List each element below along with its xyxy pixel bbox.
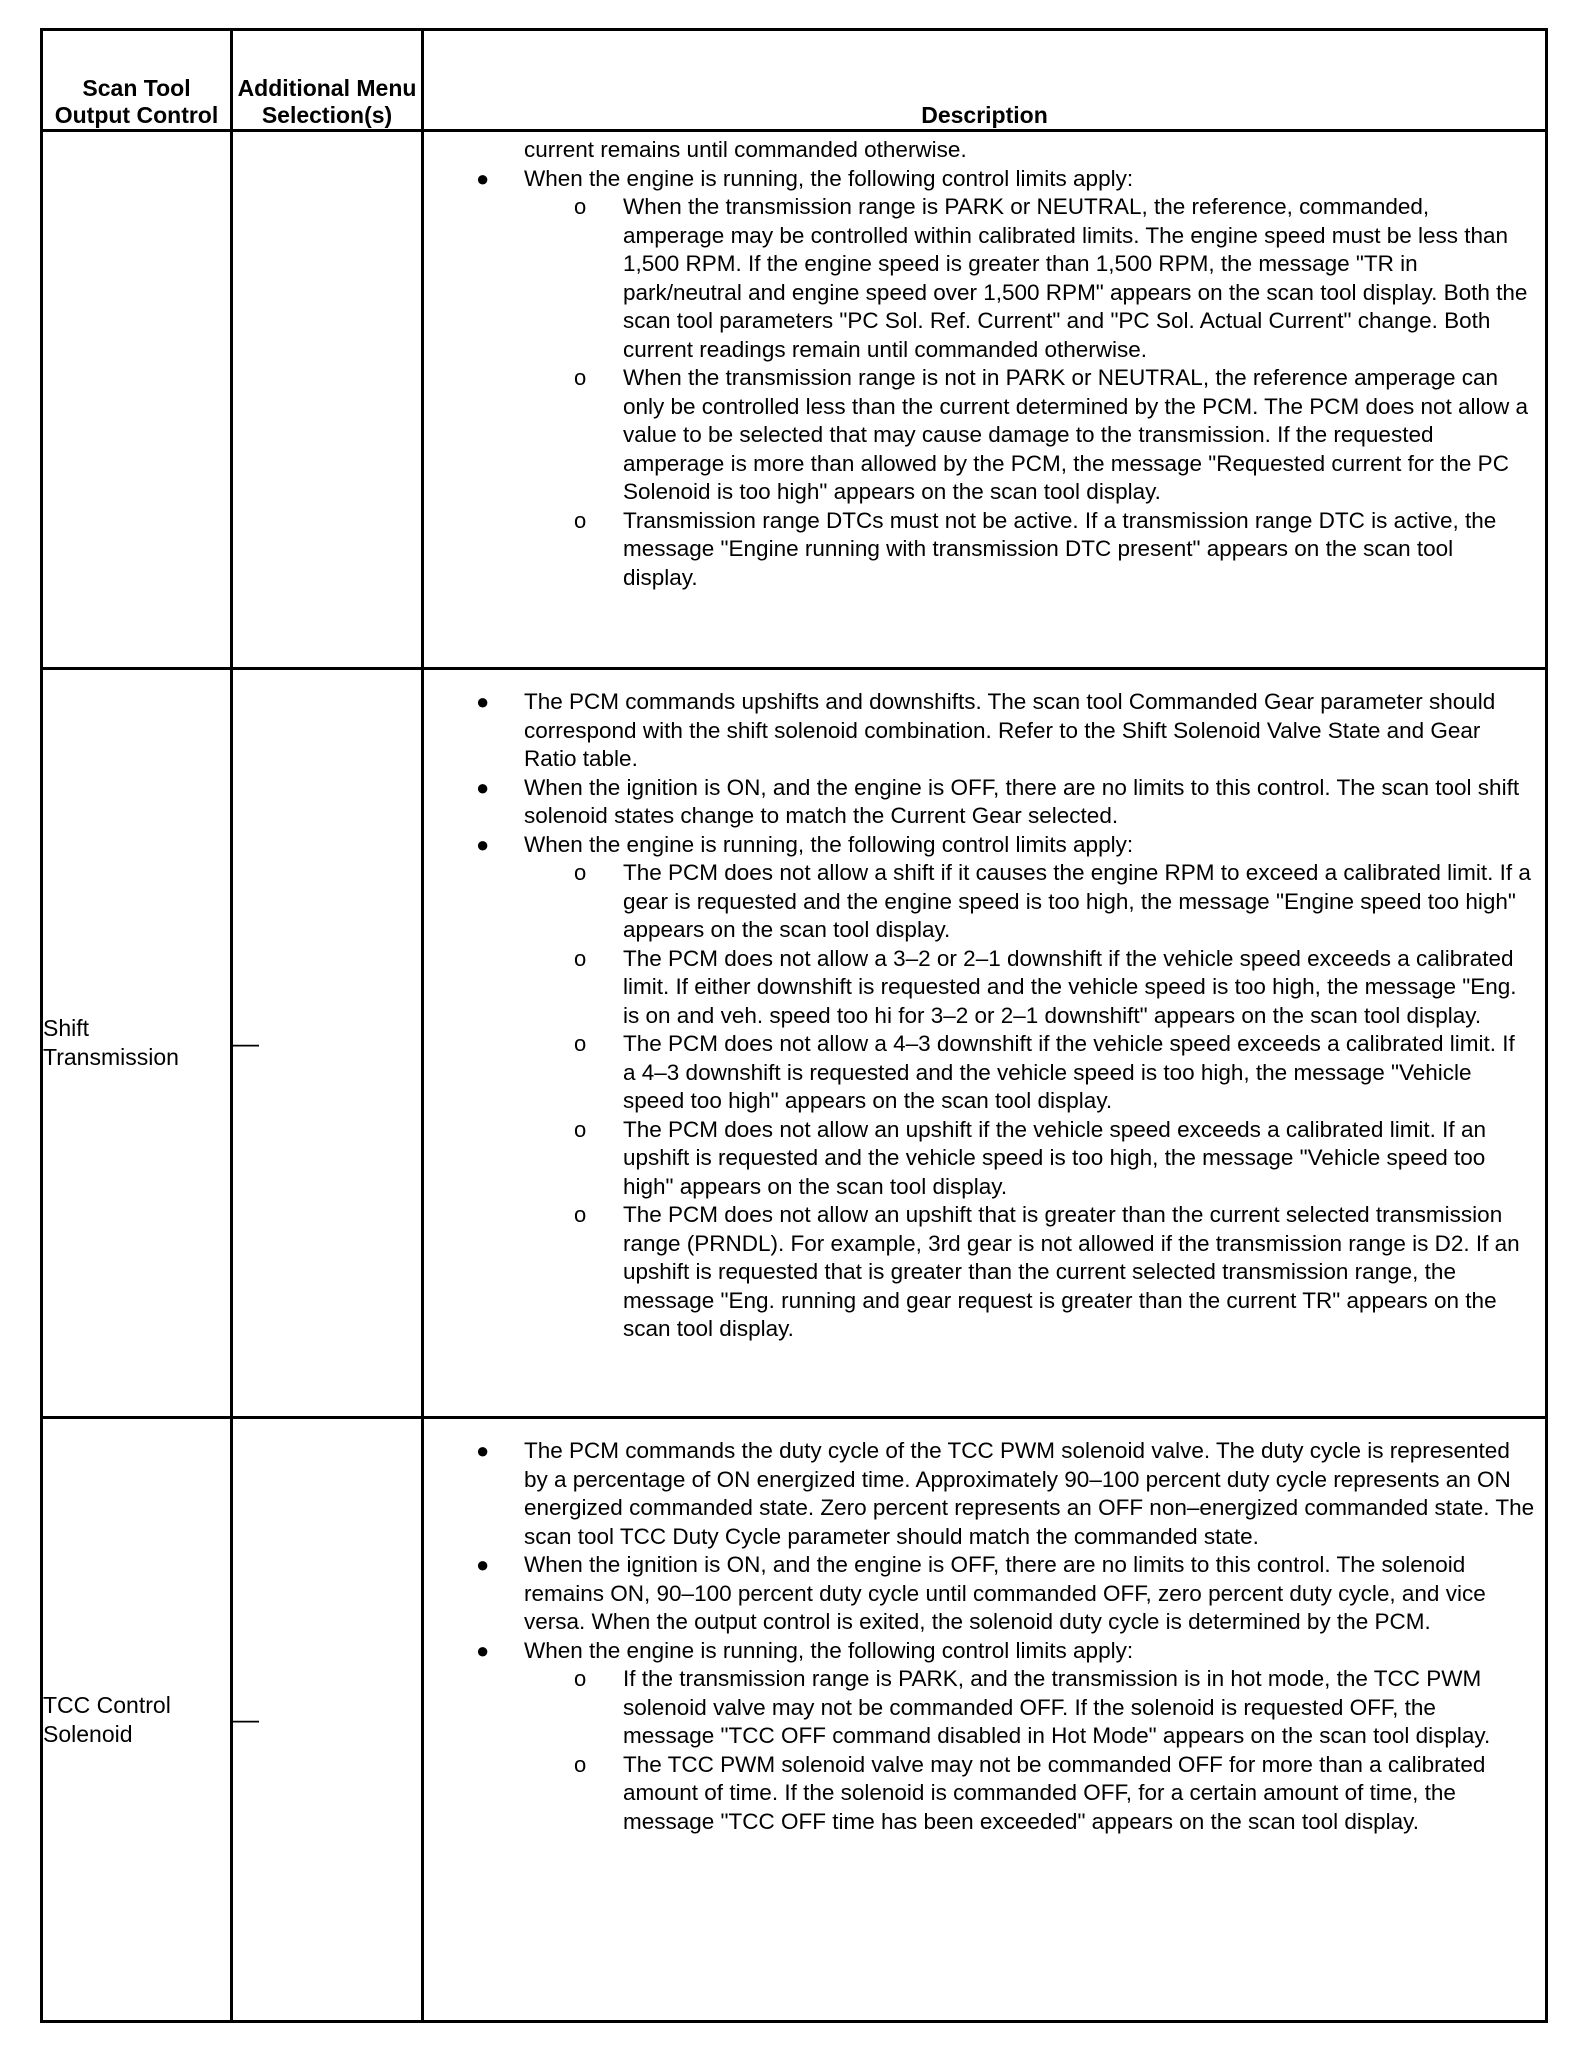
bullet-icon: ●	[476, 1637, 490, 1663]
bullet-text: When the ignition is ON, and the engine is OFF, there are no limits to this control. The solenoid remains ON, 90–100 percent duty cycle until commanded OFF, zero percent duty cycle, and vice versa. When the output control is exited, the solenoid duty cycle is determined by the PCM.	[524, 1552, 1486, 1634]
circle-bullet-icon: o	[574, 1666, 587, 1691]
bullet-icon: ●	[476, 165, 490, 191]
sub-bullet-item	[424, 1665, 1533, 1751]
header-description: Description	[423, 30, 1547, 131]
sub-bullet-item	[424, 859, 1533, 945]
table-row	[42, 669, 1547, 1418]
output-control-cell: Shift Transmission	[42, 669, 232, 1418]
output-control-table	[40, 28, 1548, 2023]
bullet-text: The PCM commands upshifts and downshifts. The scan tool Commanded Gear parameter should correspond with the shift solenoid combination. Refer to the Shift Solenoid Valve State and Gear Ratio table.	[524, 689, 1496, 771]
menu-selection-cell	[232, 131, 423, 669]
sub-bullet-text: The PCM does not allow an upshift that is greater than the current selected transmission range (PRNDL). For example, 3rd gear is not allowed if the transmission range is D2. If an upshift is requested that is greater than the current selected transmission range, the message "Eng. running and gear request is greater than the current TR" appears on the scan tool display.	[623, 1202, 1520, 1341]
bullet-item	[424, 831, 1537, 1344]
circle-bullet-icon: o	[574, 194, 587, 219]
sub-bullet-item	[424, 193, 1533, 364]
bullet-icon: ●	[476, 831, 490, 857]
table-row	[42, 1418, 1547, 2022]
sub-bullet-item	[424, 507, 1533, 593]
bullet-item	[424, 165, 1537, 593]
sub-bullet-item	[424, 1030, 1533, 1116]
circle-bullet-icon: o	[574, 365, 587, 390]
bullet-icon: ●	[476, 1552, 490, 1577]
circle-bullet-icon: o	[574, 1031, 587, 1056]
circle-bullet-icon: o	[574, 507, 587, 533]
header-row	[42, 30, 1547, 131]
sub-bullet-item	[424, 945, 1533, 1031]
description-cell	[423, 669, 1547, 1418]
description-cell	[423, 131, 1547, 669]
bullet-text: The PCM commands the duty cycle of the TCC PWM solenoid valve. The duty cycle is represented by a percentage of ON energized time. Approximately 90–100 percent duty cycle represents an ON energized commanded state. Zero percent represents an OFF non–energized commanded state. The scan tool TCC Duty Cycle parameter should match the commanded state.	[524, 1438, 1535, 1549]
sub-bullet-item	[424, 1116, 1533, 1202]
bullet-item	[424, 1551, 1537, 1637]
output-control-cell	[42, 131, 232, 669]
circle-bullet-icon: o	[574, 1751, 587, 1777]
sub-bullet-text: Transmission range DTCs must not be active. If a transmission range DTC is active, the message "Engine running with transmission DTC present" appears on the scan tool display.	[623, 507, 1497, 590]
circle-bullet-icon: o	[574, 1116, 587, 1142]
sub-bullet-text: The TCC PWM solenoid valve may not be commanded OFF for more than a calibrated amount of time. If the solenoid is commanded OFF, for a certain amount of time, the message "TCC OFF time has been exceeded" appears on the scan tool display.	[623, 1751, 1486, 1834]
sub-bullet-text: When the transmission range is PARK or NEUTRAL, the reference, commanded, amperage may be controlled within calibrated limits. The engine speed must be less than 1,500 RPM. If the engine speed is greater than 1,500 RPM, the message "TR in park/neutral and engine speed over 1,500 RPM" appears on the scan tool display. Both the scan tool parameters "PC Sol. Ref. Current" and "PC Sol. Actual Current" change. Both current readings remain until commanded otherwise.	[623, 194, 1528, 362]
bullet-icon: ●	[476, 689, 490, 714]
menu-selection-cell: —	[232, 1418, 423, 2022]
sub-bullet-text: The PCM does not allow a 4–3 downshift if the vehicle speed exceeds a calibrated limit. If a 4–3 downshift is requested and the vehicle speed is too high, the message "Vehicle speed too high" appears on the scan tool display.	[623, 1031, 1515, 1113]
header-scan-tool-output-control: Scan Tool Output Control	[42, 30, 232, 131]
table-row	[42, 131, 1547, 669]
bullet-icon: ●	[476, 774, 490, 800]
bullet-text: When the engine is running, the following control limits apply:	[524, 1637, 1134, 1663]
sub-bullet-item	[424, 1751, 1533, 1837]
circle-bullet-icon: o	[574, 1202, 587, 1227]
header-additional-menu-selections: Additional Menu Selection(s)	[232, 30, 423, 131]
sub-bullet-text: The PCM does not allow a 3–2 or 2–1 downshift if the vehicle speed exceeds a calibrated limit. If either downshift is requested and the vehicle speed is too high, the message "Eng. is on and veh. speed too hi for 3–2 or 2–1 downshift" appears on the scan tool display.	[623, 945, 1517, 1028]
sub-bullet-text: The PCM does not allow an upshift if the vehicle speed exceeds a calibrated limit. If an upshift is requested and the vehicle speed is too high, the message "Vehicle speed too high" appears on the scan tool display.	[623, 1116, 1486, 1199]
sub-bullet-text: If the transmission range is PARK, and the transmission is in hot mode, the TCC PWM solenoid valve may not be commanded OFF. If the solenoid is requested OFF, the message "TCC OFF command disabled in Hot Mode" appears on the scan tool display.	[623, 1666, 1491, 1748]
description-cell	[423, 1418, 1547, 2022]
circle-bullet-icon: o	[574, 860, 587, 885]
bullet-item	[424, 1437, 1537, 1551]
bullet-item	[424, 688, 1537, 774]
output-control-cell: TCC Control Solenoid	[42, 1418, 232, 2022]
bullet-item	[424, 774, 1537, 831]
sub-bullet-item	[424, 1201, 1533, 1344]
sub-bullet-item	[424, 364, 1533, 507]
sub-bullet-text: When the transmission range is not in PARK or NEUTRAL, the reference amperage can only be controlled less than the current determined by the PCM. The PCM does not allow a value to be selected that may cause damage to the transmission. If the requested amperage is more than allowed by the PCM, the message "Requested current for the PC Solenoid is too high" appears on the scan tool display.	[623, 365, 1529, 504]
menu-selection-cell: —	[232, 669, 423, 1418]
bullet-text: When the engine is running, the following control limits apply:	[524, 831, 1134, 857]
continuation-text: current remains until commanded otherwise.	[524, 137, 967, 162]
bullet-item	[424, 1637, 1537, 1837]
bullet-icon: ●	[476, 1438, 490, 1463]
bullet-text: When the ignition is ON, and the engine is OFF, there are no limits to this control. The scan tool shift solenoid states change to match the Current Gear selected.	[524, 774, 1520, 828]
sub-bullet-text: The PCM does not allow a shift if it causes the engine RPM to exceed a calibrated limit. If a gear is requested and the engine speed is too high, the message "Engine speed too high" appears on the scan tool display.	[623, 860, 1531, 942]
circle-bullet-icon: o	[574, 945, 587, 971]
bullet-text: When the engine is running, the following control limits apply:	[524, 165, 1134, 191]
